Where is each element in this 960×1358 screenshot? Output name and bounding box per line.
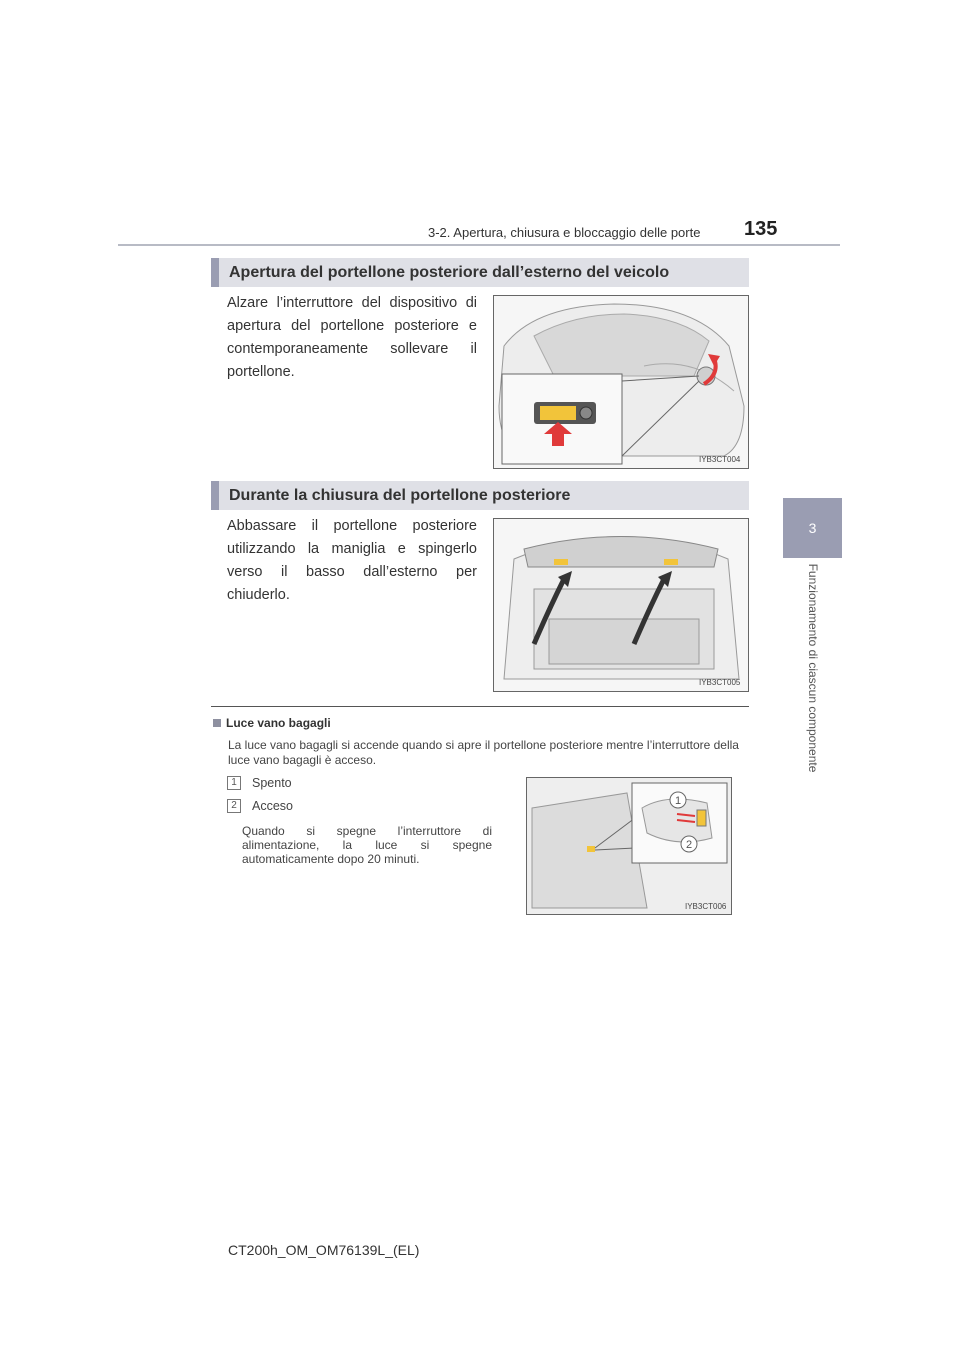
note-title [213,716,331,730]
chapter-tab: 3 [783,498,842,558]
section-divider [211,706,749,707]
section-heading-text: Apertura del portellone posteriore dall’esterno del veicolo [229,263,670,281]
section-heading-open-from-outside [211,258,749,287]
item-label-on: Acceso [252,799,293,813]
document-code: CT200h_OM_OM76139L_(EL) [228,1242,420,1258]
item-label-off: Spento [252,776,292,790]
note-title-text: Luce vano bagagli [226,716,331,730]
section2-paragraph: Abbassare il portellone posteriore utilizzando la maniglia e spingerlo verso il basso dall’esterno per chiuderlo. [227,518,477,603]
note-body: La luce vano bagagli si accende quando si apre il portellone posteriore mentre l’interruttore della luce vano bagagli è acceso. [228,738,739,767]
trunk-light-illustration [527,778,731,914]
open-trunk-illustration [494,519,748,691]
item-number-2: 2 [227,799,241,813]
callout-1: 1 [675,795,682,807]
item-number-1: 1 [227,776,241,790]
switch-highlight [540,406,576,420]
section-heading-closing-tailgate [211,481,749,510]
chapter-title-vertical: Funzionamento di ciascun componente [806,563,820,773]
car-rear-illustration [494,296,748,468]
square-bullet-icon [213,719,221,727]
header-rule [118,244,840,246]
figure-code: IYB3CT006 [685,902,727,911]
figure-code: IYB3CT004 [699,455,741,464]
note-subtext: Quando si spegne l’interruttore di alimentazione, la luce si spegne automaticamente dopo 20 minuti. [242,824,492,866]
callout-2: 2 [686,839,693,851]
section-heading-text: Durante la chiusura del portellone posteriore [229,486,571,504]
page-number: 135 [744,218,778,240]
running-header: 3-2. Apertura, chiusura e bloccaggio delle porte [428,225,701,240]
figure-tailgate-opening [493,295,749,469]
figure-luggage-light [526,777,732,915]
figure-code: IYB3CT005 [699,678,741,687]
figure-tailgate-closing [493,518,749,692]
section1-paragraph: Alzare l’interruttore del dispositivo di apertura del portellone posteriore e contemporaneamente sollevare il portellone. [227,295,477,380]
